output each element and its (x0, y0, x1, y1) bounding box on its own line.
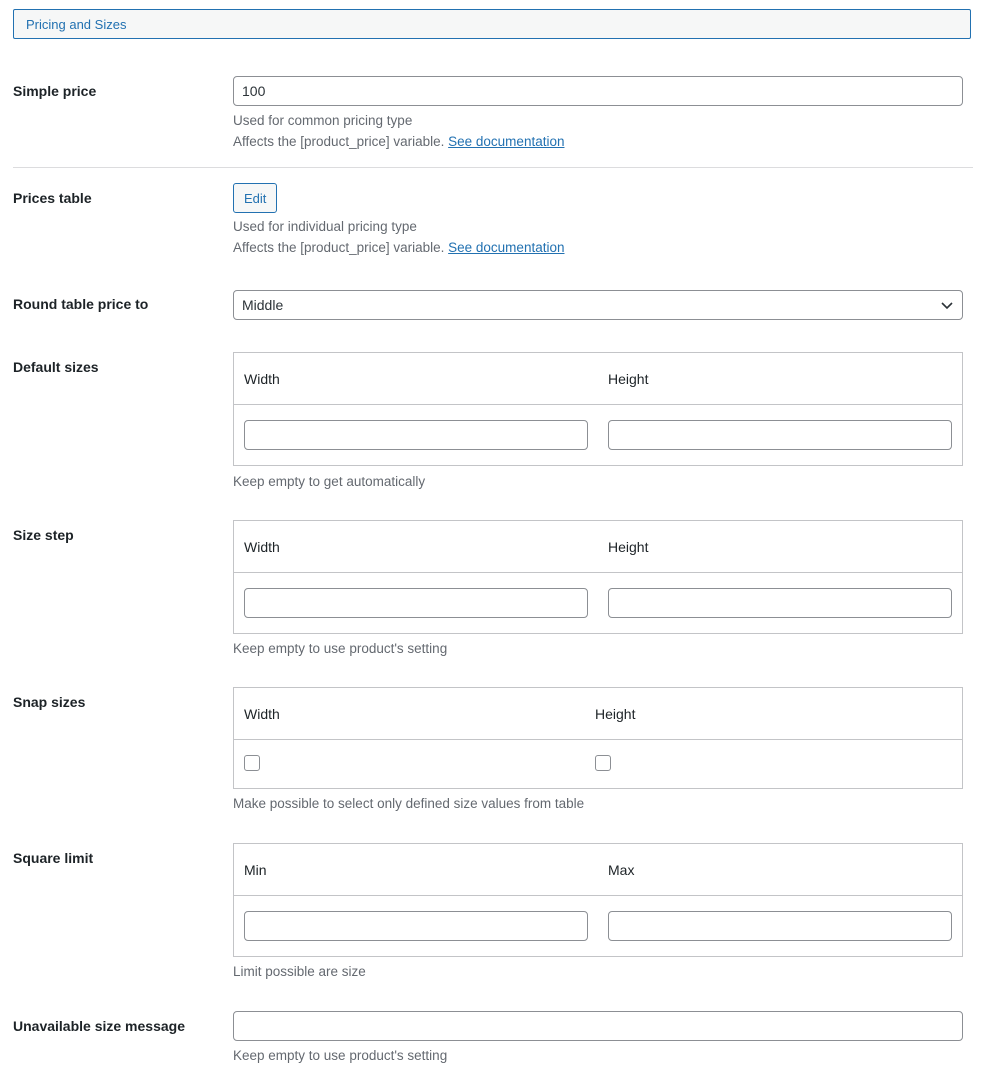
snap-height-checkbox[interactable] (595, 755, 611, 771)
chevron-down-icon (940, 298, 954, 312)
size-step-table-row (234, 573, 962, 633)
simple-price-label: Simple price (13, 83, 97, 99)
unavailable-message-field (233, 1011, 963, 1066)
simple-price-input[interactable] (233, 76, 963, 106)
default-height-input[interactable] (608, 420, 952, 450)
size-step-table-header (234, 521, 962, 573)
snap-width-checkbox[interactable] (244, 755, 260, 771)
snap-sizes-field (233, 687, 963, 814)
default-sizes-height-header: Height (608, 370, 649, 387)
default-sizes-width-header: Width (244, 370, 280, 387)
snap-sizes-table (233, 687, 963, 789)
round-price-label: Round table price to (13, 296, 149, 312)
size-step-height-header: Height (608, 538, 649, 555)
section-header-pricing-sizes[interactable] (13, 9, 971, 39)
size-step-width-header: Width (244, 538, 280, 555)
round-price-select[interactable] (233, 290, 963, 320)
prices-table-desc-variable (233, 237, 564, 258)
prices-table-desc: Used for individual pricing type (233, 219, 417, 234)
snap-sizes-table-row (234, 740, 962, 788)
simple-price-variable-text: Affects the [product_price] variable. (233, 134, 445, 149)
default-sizes-table-row (234, 405, 962, 465)
size-step-desc: Keep empty to use product's setting (233, 641, 448, 656)
simple-price-desc: Used for common pricing type (233, 113, 413, 128)
size-step-field (233, 520, 963, 659)
square-limit-table (233, 843, 963, 957)
unavailable-message-desc: Keep empty to use product's setting (233, 1048, 448, 1063)
unavailable-message-input[interactable] (233, 1011, 963, 1041)
step-height-input[interactable] (608, 588, 952, 618)
snap-sizes-table-header (234, 688, 962, 740)
snap-sizes-desc: Make possible to select only defined size values from table (233, 796, 585, 811)
size-step-label: Size step (13, 527, 74, 543)
round-price-field (233, 290, 963, 320)
square-limit-max-header: Max (608, 861, 635, 878)
round-price-selected-value: Middle (242, 297, 284, 313)
default-sizes-table-header (234, 353, 962, 405)
prices-table-variable-text: Affects the [product_price] variable. (233, 240, 445, 255)
prices-table-doc-link[interactable]: See documentation (448, 240, 565, 255)
unavailable-message-label: Unavailable size message (13, 1018, 185, 1034)
simple-price-field (233, 76, 963, 152)
square-limit-label: Square limit (13, 850, 94, 866)
snap-sizes-label: Snap sizes (13, 694, 86, 710)
square-limit-table-row (234, 896, 962, 956)
size-step-table (233, 520, 963, 634)
snap-sizes-width-header: Width (244, 705, 280, 722)
simple-price-doc-link[interactable]: See documentation (448, 134, 565, 149)
default-sizes-table (233, 352, 963, 466)
default-sizes-label: Default sizes (13, 359, 99, 375)
prices-table-field (233, 183, 564, 258)
snap-sizes-height-header: Height (595, 705, 636, 722)
default-sizes-desc: Keep empty to get automatically (233, 474, 426, 489)
square-min-input[interactable] (244, 911, 588, 941)
edit-prices-table-button[interactable]: Edit (233, 183, 277, 213)
step-width-input[interactable] (244, 588, 588, 618)
square-limit-min-header: Min (244, 861, 267, 878)
default-width-input[interactable] (244, 420, 588, 450)
square-limit-field (233, 843, 963, 982)
square-limit-desc: Limit possible are size (233, 964, 366, 979)
square-limit-table-header (234, 844, 962, 896)
section-title: Pricing and Sizes (26, 16, 127, 32)
simple-price-desc-variable (233, 131, 963, 152)
prices-table-label: Prices table (13, 190, 92, 206)
square-max-input[interactable] (608, 911, 952, 941)
divider (13, 167, 973, 168)
default-sizes-field (233, 352, 963, 492)
